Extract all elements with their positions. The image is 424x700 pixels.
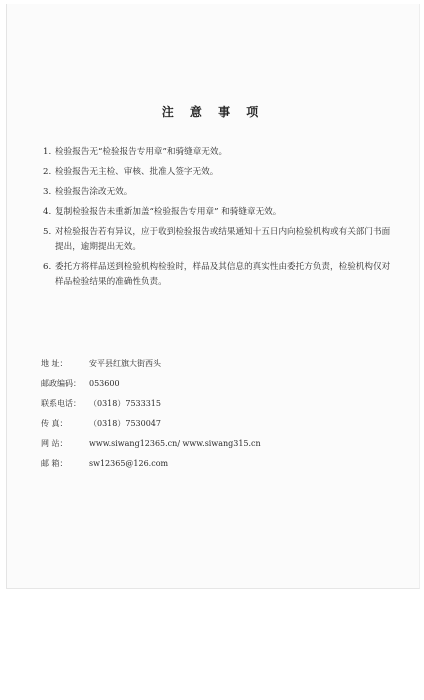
contact-value: （0318）7533315	[89, 399, 161, 408]
notice-number: 6.	[43, 262, 52, 272]
notice-item	[43, 185, 393, 200]
notice-text: 对检验报告若有异议，应于收到检验报告或结果通知十五日内向检验机构或有关部门书面提出，逾期提出无效。	[55, 227, 391, 252]
notice-text: 委托方将样品送到检验机构检验时，样品及其信息的真实性由委托方负责，检验机构仅对样品检验结果的准确性负责。	[55, 262, 391, 287]
contact-email-row	[41, 458, 381, 478]
contact-label: 地 址：	[41, 359, 68, 368]
contact-postcode-row	[41, 378, 381, 398]
notice-item	[43, 205, 393, 220]
contact-info	[41, 358, 381, 478]
notice-number: 2.	[43, 167, 52, 177]
notice-number: 1.	[43, 147, 52, 157]
notice-text: 检验报告无“检验报告专用章”和骑缝章无效。	[55, 147, 228, 157]
document-page	[6, 4, 420, 589]
contact-value: （0318）7530047	[89, 419, 161, 428]
notice-item	[43, 145, 393, 160]
notice-list	[43, 145, 393, 295]
contact-value: 安平县红旗大街西头	[89, 359, 161, 368]
contact-website-row	[41, 438, 381, 458]
page-title: 注 意 事 项	[161, 105, 265, 119]
contact-label: 邮政编码：	[41, 379, 81, 388]
notice-item	[43, 225, 393, 255]
contact-value: sw12365@126.com	[89, 459, 169, 468]
contact-phone-row	[41, 398, 381, 418]
notice-number: 5.	[43, 227, 52, 237]
contact-label: 邮 箱：	[41, 459, 68, 468]
contact-value: www.siwang12365.cn/ www.siwang315.cn	[89, 439, 261, 448]
notice-text: 检验报告涂改无效。	[55, 187, 133, 197]
notice-number: 4.	[43, 207, 52, 217]
contact-address-row	[41, 358, 381, 378]
contact-label: 网 站：	[41, 439, 68, 448]
contact-fax-row	[41, 418, 381, 438]
contact-label: 传 真：	[41, 419, 68, 428]
contact-label: 联系电话：	[41, 399, 81, 408]
notice-text: 检验报告无主检、审核、批准人签字无效。	[55, 167, 219, 177]
notice-item	[43, 165, 393, 180]
contact-value: 053600	[89, 379, 120, 388]
notice-number: 3.	[43, 187, 52, 197]
notice-text: 复制检验报告未重新加盖“检验报告专用章” 和骑缝章无效。	[55, 207, 282, 217]
notice-item	[43, 260, 393, 290]
